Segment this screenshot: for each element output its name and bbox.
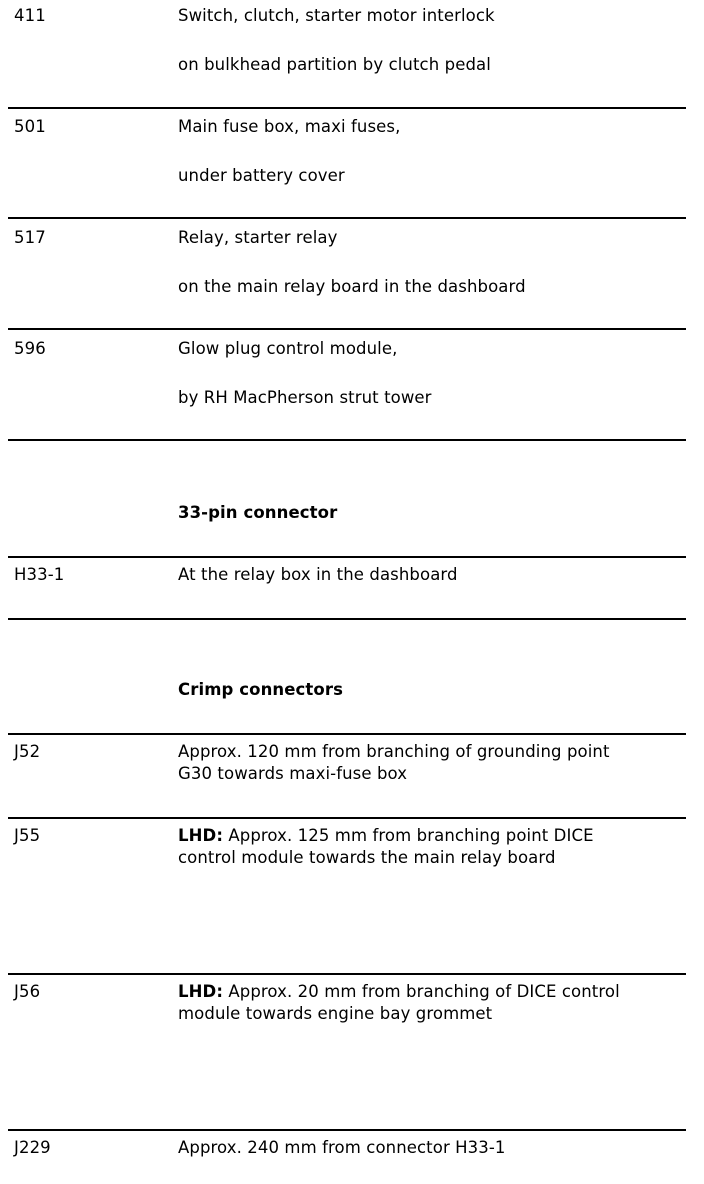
row-desc-j56-line1 <box>178 981 620 1003</box>
row-desc-501-line1: Main fuse box, maxi fuses, <box>178 117 401 136</box>
row-desc-j55-line2: control module towards the main relay board <box>178 848 556 867</box>
row-desc-411-line1: Switch, clutch, starter motor interlock <box>178 6 495 25</box>
row-divider <box>8 1129 686 1131</box>
row-divider <box>8 217 686 219</box>
section-heading-crimp: Crimp connectors <box>178 680 344 699</box>
row-desc-j55-text: Approx. 125 mm from branching point DICE <box>223 826 594 845</box>
row-desc-h33-1: At the relay box in the dashboard <box>178 565 458 584</box>
row-desc-j52-line2: G30 towards maxi-fuse box <box>178 764 408 783</box>
row-divider <box>8 973 686 975</box>
row-desc-596-line1: Glow plug control module, <box>178 339 398 358</box>
row-code-j56: J56 <box>14 982 41 1001</box>
row-divider <box>8 439 686 441</box>
row-divider <box>8 107 686 109</box>
row-desc-517-line1: Relay, starter relay <box>178 228 338 247</box>
row-desc-j56-line2: module towards engine bay grommet <box>178 1004 493 1023</box>
row-divider <box>8 817 686 819</box>
lhd-label: LHD: <box>178 982 224 1001</box>
row-desc-j229: Approx. 240 mm from connector H33-1 <box>178 1138 506 1157</box>
row-desc-j55-line1 <box>178 825 594 847</box>
row-desc-501-line2: under battery cover <box>178 166 345 185</box>
lhd-label: LHD: <box>178 826 224 845</box>
row-code-h33-1: H33-1 <box>14 565 65 584</box>
row-divider <box>8 733 686 735</box>
row-code-j52: J52 <box>14 742 41 761</box>
row-divider <box>8 556 686 558</box>
row-desc-j56-text: Approx. 20 mm from branching of DICE control <box>223 982 620 1001</box>
row-desc-j52-line1: Approx. 120 mm from branching of grounding point <box>178 742 610 761</box>
row-code-517: 517 <box>14 228 46 247</box>
row-divider <box>8 328 686 330</box>
row-desc-596-line2: by RH MacPherson strut tower <box>178 388 432 407</box>
row-desc-411-line2: on bulkhead partition by clutch pedal <box>178 55 491 74</box>
row-code-501: 501 <box>14 117 46 136</box>
row-code-596: 596 <box>14 339 46 358</box>
row-code-411: 411 <box>14 6 46 25</box>
row-code-j55: J55 <box>14 826 41 845</box>
row-desc-517-line2: on the main relay board in the dashboard <box>178 277 526 296</box>
row-divider <box>8 618 686 620</box>
row-code-j229: J229 <box>14 1138 51 1157</box>
section-heading-33-pin: 33-pin connector <box>178 503 338 522</box>
